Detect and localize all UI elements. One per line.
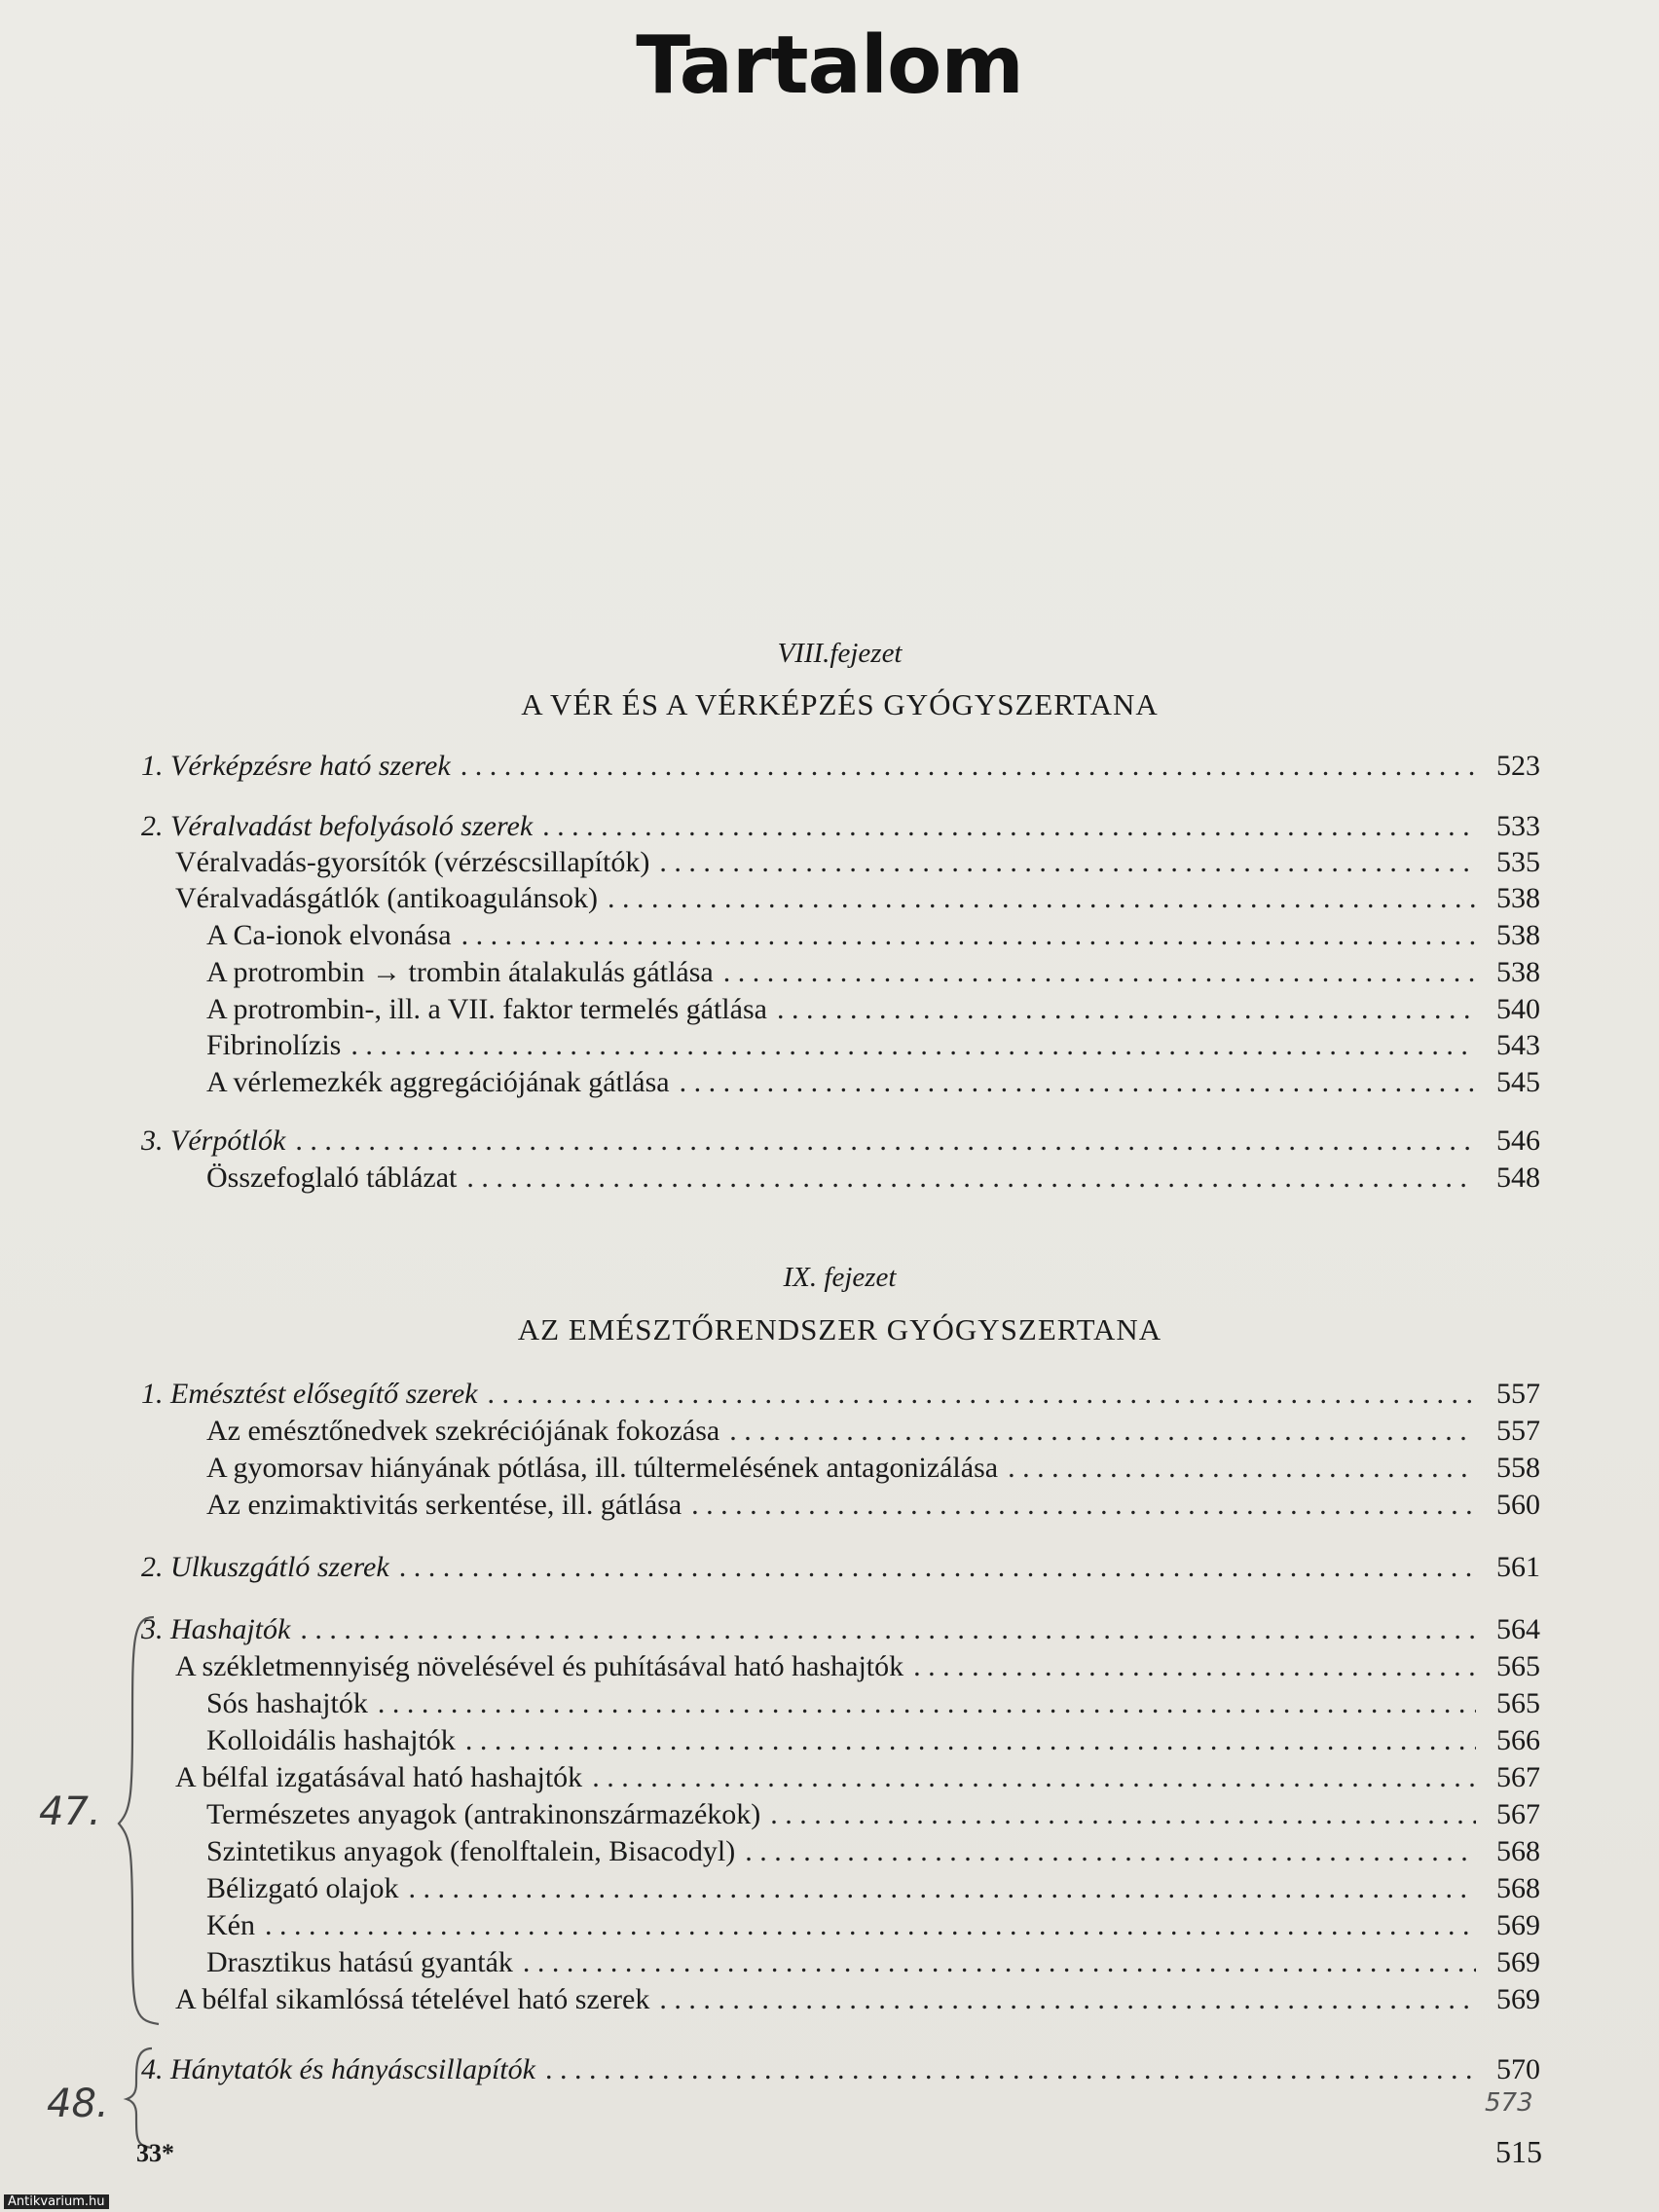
leader-dots bbox=[608, 880, 1476, 917]
toc-entry bbox=[175, 844, 1540, 881]
toc-entry-page: 566 bbox=[1496, 1724, 1540, 1756]
leader-dots bbox=[300, 1611, 1476, 1648]
chapter-title-ix: AZ EMÉSZTŐRENDSZER GYÓGYSZERTANA bbox=[517, 1312, 1162, 1346]
leader-dots bbox=[659, 1981, 1476, 2018]
handwritten-brace-47 bbox=[115, 1611, 173, 2030]
toc-entry-page: 523 bbox=[1496, 750, 1540, 782]
toc-entry-label: Sós hashajtók bbox=[206, 1687, 368, 1719]
toc-entry-page: 561 bbox=[1496, 1551, 1540, 1583]
toc-entry bbox=[206, 1833, 1540, 1870]
toc-entry bbox=[206, 1944, 1540, 1981]
toc-entry bbox=[141, 1549, 1540, 1586]
toc-entry bbox=[206, 1796, 1540, 1833]
toc-entry bbox=[175, 1648, 1540, 1685]
toc-entry bbox=[141, 808, 1540, 845]
toc-entry bbox=[206, 991, 1540, 1028]
toc-entry-page: 569 bbox=[1496, 1946, 1540, 1978]
toc-entry-label: Véralvadásgátlók (antikoagulánsok) bbox=[175, 882, 599, 914]
toc-entry-page: 546 bbox=[1496, 1124, 1540, 1157]
toc-entry bbox=[206, 1722, 1540, 1759]
toc-entry-page: 568 bbox=[1496, 1835, 1540, 1867]
leader-dots bbox=[466, 1160, 1476, 1197]
toc-entry-label: 3. Vérpótlók bbox=[141, 1124, 286, 1157]
toc-entry bbox=[206, 1487, 1540, 1524]
toc-entry-label: A bélfal izgatásával ható hashajtók bbox=[175, 1761, 583, 1793]
toc-entry-page: 538 bbox=[1496, 956, 1540, 988]
toc-entry-page: 564 bbox=[1496, 1613, 1540, 1645]
handwritten-note-573: 573 bbox=[1485, 2088, 1533, 2118]
toc-entry-label: A bélfal sikamlóssá tételével ható szerek bbox=[175, 1983, 650, 2015]
toc-entry bbox=[206, 1160, 1540, 1197]
leader-dots bbox=[729, 1413, 1476, 1450]
handwritten-note-47: 47. bbox=[39, 1789, 101, 1834]
toc-entry-label: 1. Vérképzésre ható szerek bbox=[141, 750, 451, 782]
chapter-title-viii: A VÉR ÉS A VÉRKÉPZÉS GYÓGYSZERTANA bbox=[521, 687, 1159, 721]
toc-entry-page: 565 bbox=[1496, 1687, 1540, 1719]
toc-entry bbox=[206, 1413, 1540, 1450]
toc-entry-page: 570 bbox=[1496, 2053, 1540, 2085]
toc-entry bbox=[141, 748, 1540, 785]
leader-dots bbox=[777, 991, 1476, 1028]
toc-entry-page: 567 bbox=[1496, 1798, 1540, 1830]
leader-dots bbox=[545, 2051, 1476, 2088]
toc-entry-label: A protrombin → trombin átalakulás gátlása bbox=[206, 956, 714, 988]
chapter-heading-ix: IX. fejezet bbox=[783, 1262, 897, 1293]
leader-dots bbox=[461, 917, 1476, 954]
leader-dots bbox=[487, 1376, 1476, 1413]
toc-entry bbox=[206, 954, 1540, 991]
toc-entry-label: Kén bbox=[206, 1909, 255, 1941]
toc-entry bbox=[206, 1450, 1540, 1487]
handwritten-brace-48 bbox=[123, 2045, 162, 2152]
leader-dots bbox=[691, 1487, 1476, 1524]
toc-entry bbox=[206, 1685, 1540, 1722]
leader-dots bbox=[1008, 1450, 1476, 1487]
toc-entry-label: Az enzimaktivitás serkentése, ill. gátlása bbox=[206, 1489, 682, 1521]
toc-entry bbox=[175, 1759, 1540, 1796]
leader-dots bbox=[408, 1870, 1476, 1907]
leader-dots bbox=[770, 1796, 1476, 1833]
toc-entry-label: 2. Ulkuszgátló szerek bbox=[141, 1551, 389, 1583]
toc-entry-label: Bélizgató olajok bbox=[206, 1872, 399, 1904]
leader-dots bbox=[465, 1722, 1476, 1759]
toc-entry-page: 568 bbox=[1496, 1872, 1540, 1904]
toc-entry bbox=[175, 1981, 1540, 2018]
toc-entry-page: 569 bbox=[1496, 1909, 1540, 1941]
toc-entry-label: Drasztikus hatású gyanták bbox=[206, 1946, 513, 1978]
toc-entry-label: 4. Hánytatók és hányáscsillapítók bbox=[141, 2053, 535, 2085]
leader-dots bbox=[399, 1549, 1476, 1586]
toc-entry-label: A székletmennyiség növelésével és puhításával ható hashajtók bbox=[175, 1650, 904, 1682]
leader-dots bbox=[378, 1685, 1476, 1722]
leader-dots bbox=[350, 1027, 1476, 1064]
leader-dots bbox=[680, 1064, 1476, 1101]
toc-entry bbox=[206, 917, 1540, 954]
leader-dots bbox=[723, 954, 1476, 991]
toc-entry-label: Szintetikus anyagok (fenolftalein, Bisacodyl) bbox=[206, 1835, 736, 1867]
toc-entry-page: 557 bbox=[1496, 1378, 1540, 1410]
toc-entry-label: A gyomorsav hiányának pótlása, ill. túltermelésének antagonizálása bbox=[206, 1452, 999, 1484]
toc-entry bbox=[141, 1611, 1540, 1648]
watermark: Antikvarium.hu bbox=[4, 2194, 109, 2209]
leader-dots bbox=[461, 748, 1476, 785]
toc-entry-page: 569 bbox=[1496, 1983, 1540, 2015]
toc-entry-label: 3. Hashajtók bbox=[141, 1613, 291, 1645]
toc-entry-page: 535 bbox=[1496, 846, 1540, 878]
toc-entry bbox=[175, 880, 1540, 917]
toc-entry-label: A vérlemezkék aggregációjának gátlása bbox=[206, 1066, 670, 1098]
leader-dots bbox=[745, 1833, 1476, 1870]
toc-entry-label: Fibrinolízis bbox=[206, 1029, 342, 1061]
leader-dots bbox=[542, 808, 1476, 845]
toc-entry-page: 558 bbox=[1496, 1452, 1540, 1484]
toc-entry bbox=[206, 1064, 1540, 1101]
toc-entry-page: 545 bbox=[1496, 1066, 1540, 1098]
toc-entry-label: A Ca-ionok elvonása bbox=[206, 919, 452, 951]
leader-dots bbox=[265, 1907, 1476, 1944]
leader-dots bbox=[659, 844, 1476, 881]
toc-entry-page: 565 bbox=[1496, 1650, 1540, 1682]
signature-mark: 33* bbox=[136, 2139, 174, 2167]
leader-dots bbox=[592, 1759, 1476, 1796]
toc-entry bbox=[141, 1376, 1540, 1413]
toc-entry-page: 557 bbox=[1496, 1415, 1540, 1447]
toc-entry-label: A protrombin-, ill. a VII. faktor termelés gátlása bbox=[206, 993, 767, 1025]
toc-entry-page: 548 bbox=[1496, 1161, 1540, 1194]
toc-entry-page: 560 bbox=[1496, 1489, 1540, 1521]
toc-entry bbox=[206, 1870, 1540, 1907]
toc-entry-page: 567 bbox=[1496, 1761, 1540, 1793]
toc-entry-label: Kolloidális hashajtók bbox=[206, 1724, 456, 1756]
page-title: Tartalom bbox=[636, 19, 1023, 112]
toc-entry bbox=[206, 1027, 1540, 1064]
toc-entry bbox=[141, 2051, 1540, 2088]
toc-entry-page: 540 bbox=[1496, 993, 1540, 1025]
page-number: 515 bbox=[1495, 2134, 1542, 2169]
toc-entry-label: Az emésztőnedvek szekréciójának fokozása bbox=[206, 1415, 720, 1447]
leader-dots bbox=[295, 1123, 1476, 1160]
toc-entry-label: Összefoglaló táblázat bbox=[206, 1161, 458, 1194]
chapter-heading-viii: VIII.fejezet bbox=[777, 638, 903, 669]
toc-entry-label: 1. Emésztést elősegítő szerek bbox=[141, 1378, 478, 1410]
toc-entry-label: 2. Véralvadást befolyásoló szerek bbox=[141, 810, 534, 842]
leader-dots bbox=[913, 1648, 1476, 1685]
toc-entry-label: Véralvadás-gyorsítók (vérzéscsillapítók) bbox=[175, 846, 650, 878]
toc-entry-label: Természetes anyagok (antrakinonszármazékok) bbox=[206, 1798, 761, 1830]
toc-entry-page: 538 bbox=[1496, 919, 1540, 951]
toc-entry bbox=[206, 1907, 1540, 1944]
toc-entry-page: 538 bbox=[1496, 882, 1540, 914]
toc-entry-page: 543 bbox=[1496, 1029, 1540, 1061]
leader-dots bbox=[523, 1944, 1476, 1981]
handwritten-note-48: 48. bbox=[47, 2082, 109, 2126]
toc-entry bbox=[141, 1123, 1540, 1160]
toc-entry-page: 533 bbox=[1496, 810, 1540, 842]
